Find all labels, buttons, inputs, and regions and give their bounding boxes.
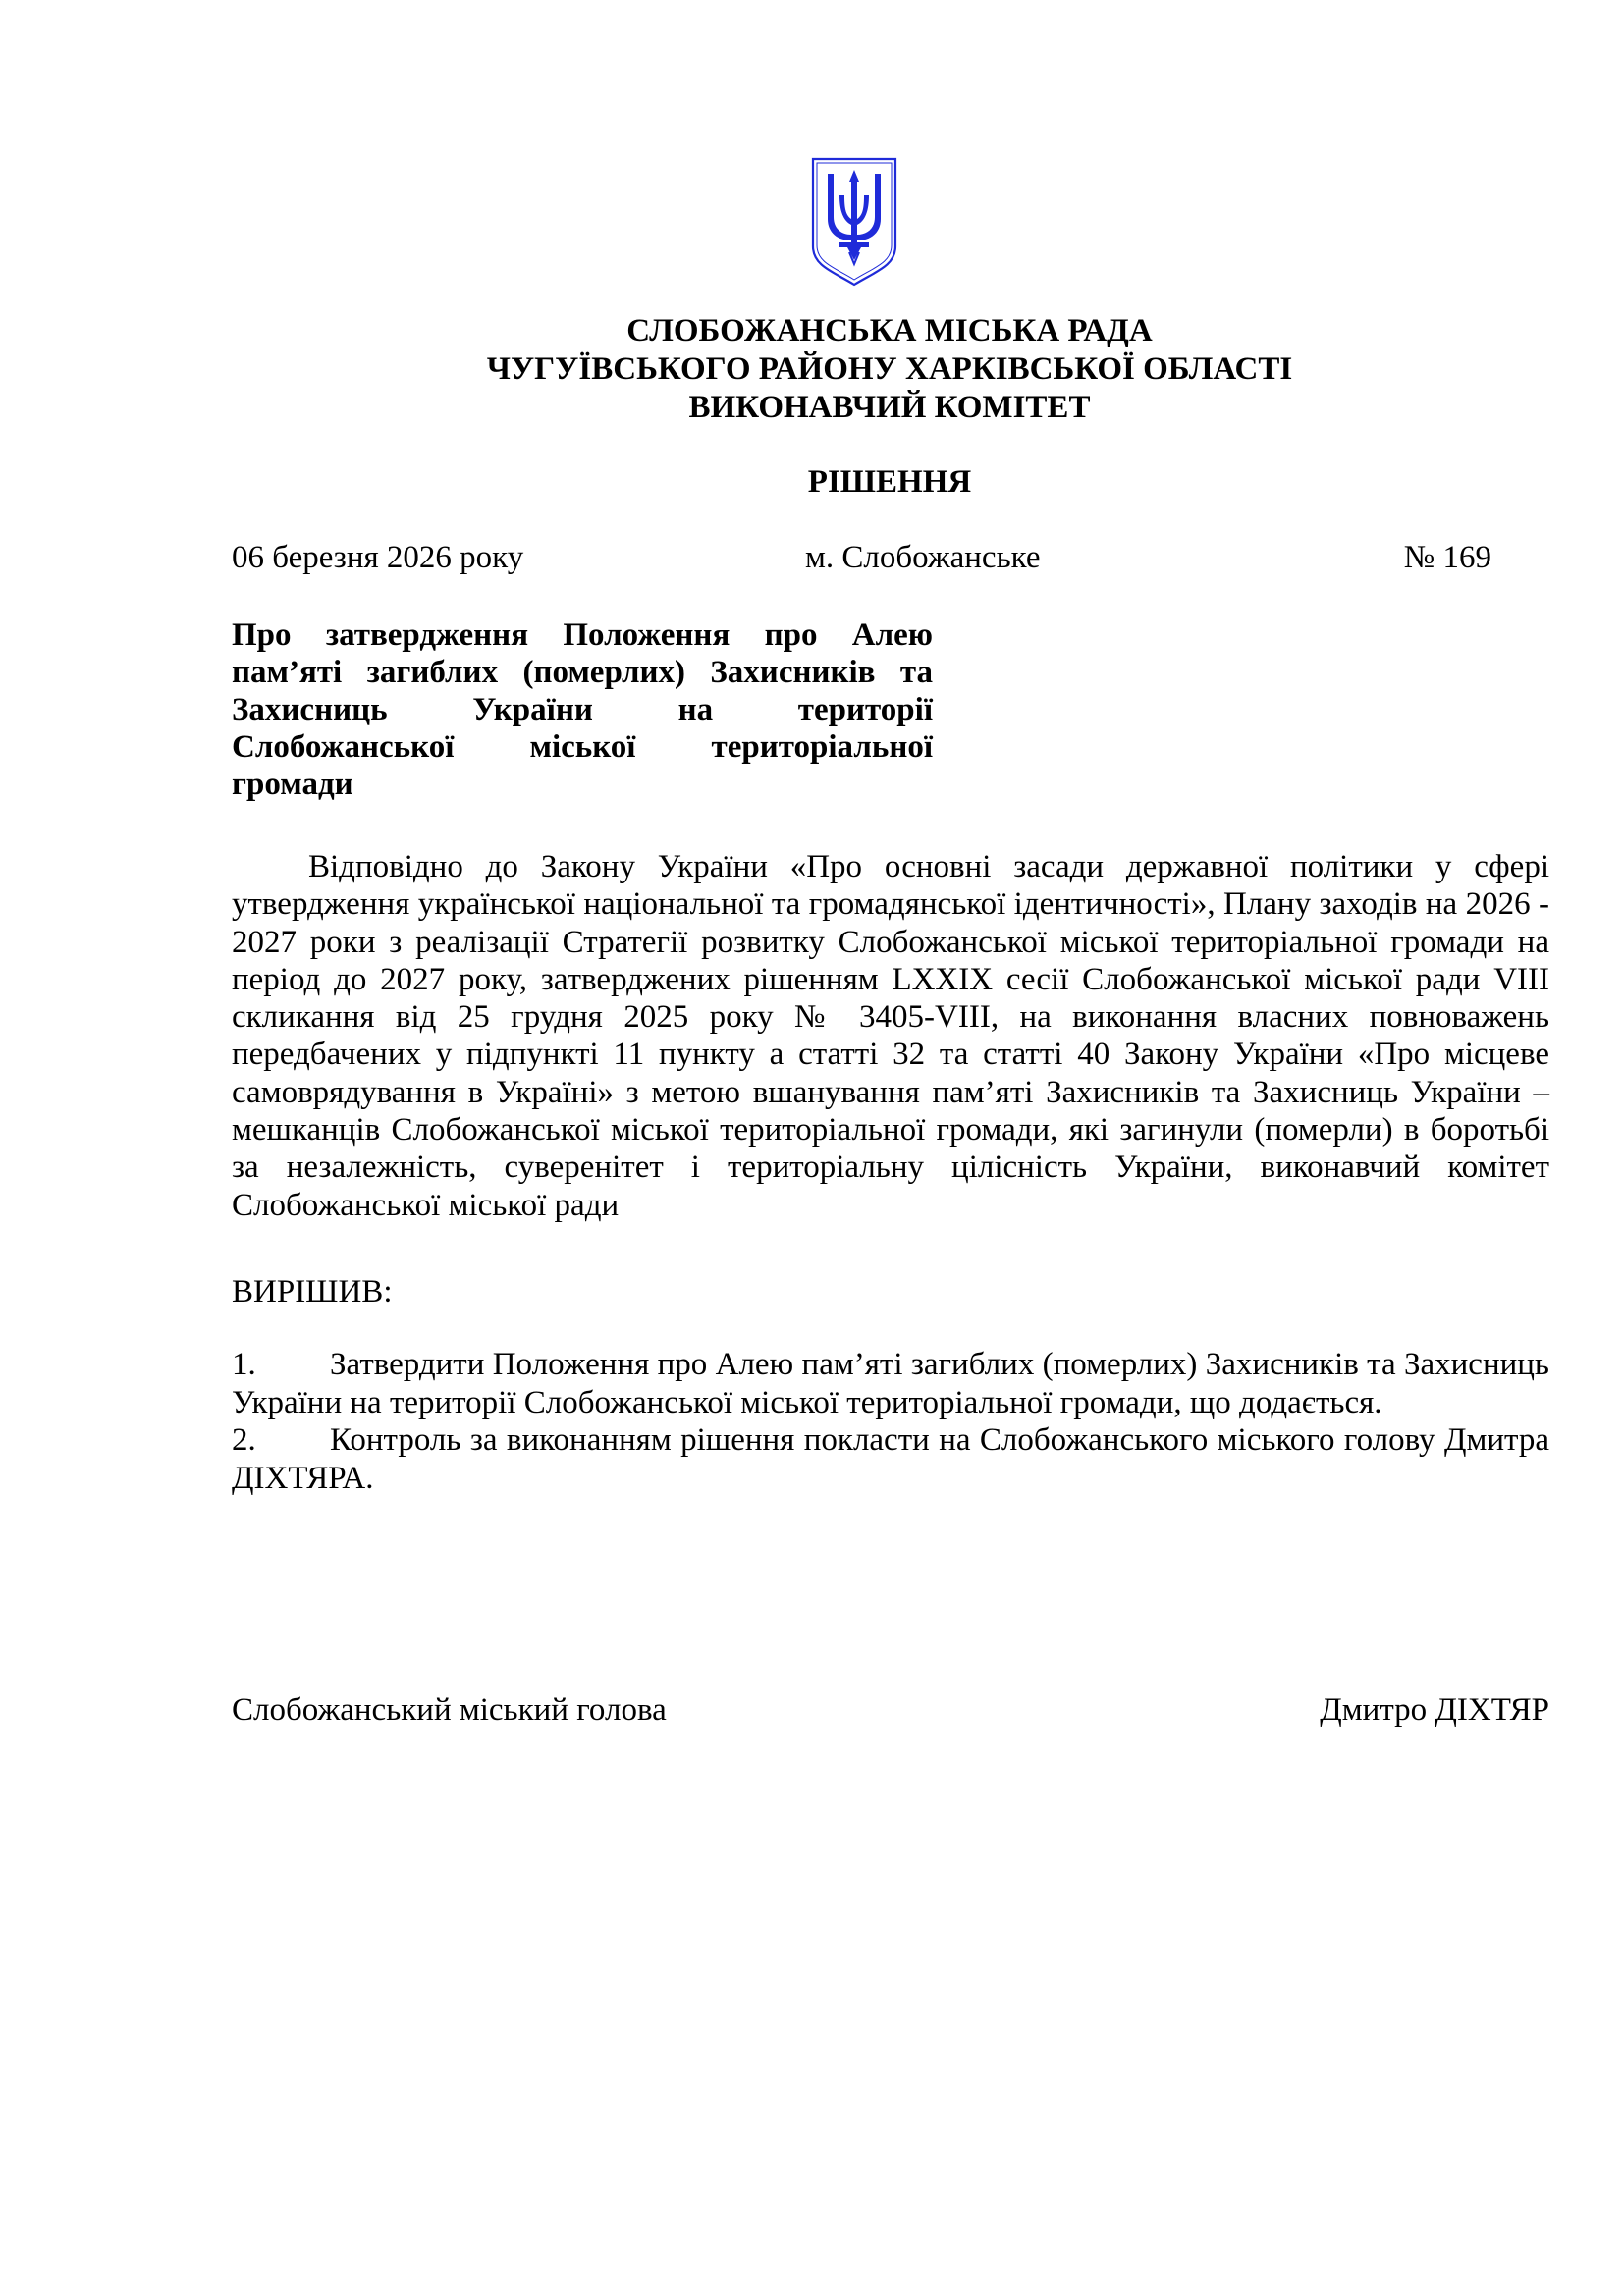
decision-text: Затвердити Положення про Алею пам’яті загиблих (померлих) Захисників та Захисниць України на території Слобожанської міської територіальної громади, що додається. [232,1347,1549,1420]
decision-number: 2. [232,1422,256,1458]
decisions-list [232,1346,1549,1497]
document-type: РІШЕННЯ [807,464,972,500]
preamble-paragraph: Відповідно до Закону України «Про основні засади державної політики у сфері утвердження української національної та громадянської ідентичності», Плану заходів на 2026 - 2027 роки з реалізації Стратегії розвитку Слобожанської міської територіальної громади на період до 2027 року, затверджених рішенням LXXIX сесії Слобожанської міської ради VIII скликання від 25 грудня 2025 року № 3405-VIII, на виконання власних повноважень передбачених у підпункті 11 пункту а статті 32 та статті 40 Закону України «Про місцеве самоврядування в Україні» з метою вшанування пам’яті Захисників та Захисниць України – мешканців Слобожанської міської територіальної громади, які загинули (померли) в боротьбі за незалежність, суверенітет і територіальну цілісність України, виконавчий комітет Слобожанської міської ради [232,849,1549,1223]
executive-committee: ВИКОНАВЧИЙ КОМІТЕТ [688,390,1091,425]
document-number: № 169 [1403,540,1491,575]
decision-item [232,1421,1549,1497]
decision-item [232,1346,1549,1421]
tryzub-coat-of-arms-icon [810,156,898,288]
council-name: СЛОБОЖАНСЬКА МІСЬКА РАДА [626,313,1153,348]
document-place: м. Слобожанське [805,540,1041,575]
signatory-name: Дмитро ДІХТЯР [1320,1692,1549,1728]
signatory-position: Слобожанський міський голова [232,1692,667,1728]
subject-line: пам’яті загиблих (померлих) Захисників та [232,655,933,690]
district-region: ЧУГУЇВСЬКОГО РАЙОНУ ХАРКІВСЬКОЇ ОБЛАСТІ [486,351,1293,387]
resolved-heading: ВИРІШИВ: [232,1274,393,1309]
decision-text: Контроль за виконанням рішення покласти на Слобожанського міського голову Дмитра ДІХТЯРА. [232,1422,1549,1496]
subject-line: громади [232,767,353,802]
decision-number: 1. [232,1347,256,1382]
subject-line: Слобожанської міської територіальної [232,729,933,765]
document-date: 06 березня 2026 року [232,540,524,575]
document-subject [232,616,933,803]
subject-line: Захисниць України на території [232,692,933,727]
subject-line: Про затвердження Положення про Алею [232,617,933,653]
issuing-authority [232,312,1547,427]
